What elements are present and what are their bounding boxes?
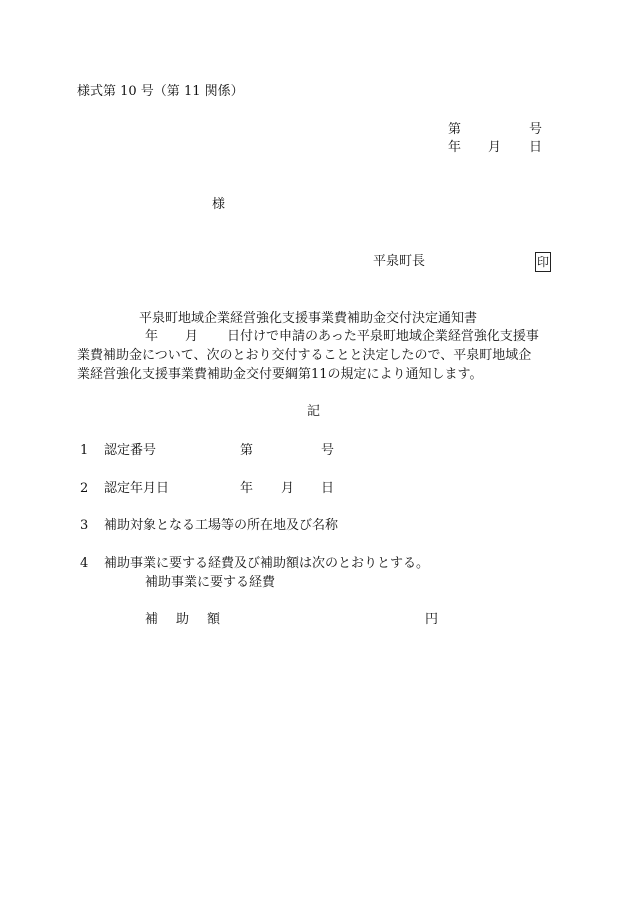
subsidy-char-1: 補 [145,612,159,627]
item-4-label: 補助事業に要する経費及び補助額は次のとおりとする。 [104,556,430,571]
body-month: 月 [185,329,199,344]
date-year: 年 [448,140,462,155]
item-1-number: 1 [80,443,89,458]
item-1-label: 認定番号 [104,443,157,458]
body-line2: 業費補助金について、次のとおり交付することと決定したので、平泉町地域企 [77,348,532,363]
form-number-header: 様式第 10 号（第 11 関係） [77,84,244,99]
item-3-number: 3 [80,518,89,533]
item-2-number: 2 [80,481,89,496]
item-1-prefix: 第 [240,443,254,458]
item-2-day: 日 [321,481,335,496]
body-year: 年 [145,329,159,344]
subsidy-char-2: 助 [176,612,190,627]
item-1-suffix: 号 [321,443,335,458]
subsidy-char-3: 額 [207,612,221,627]
ref-number-prefix: 第 [448,122,462,137]
ki-heading: 記 [307,404,321,419]
addressee-suffix: 様 [212,197,226,212]
document-title: 平泉町地域企業経営強化支援事業費補助金交付決定通知書 [139,311,478,326]
date-day: 日 [529,140,543,155]
seal-mark: 印 [535,252,551,272]
item-2-month: 月 [281,481,295,496]
body-line3: 業経営強化支援事業費補助金交付要綱第11の規定により通知します。 [77,367,483,382]
ref-number-suffix: 号 [529,122,543,137]
item-2-year: 年 [240,481,254,496]
body-line1: 日付けで申請のあった平泉町地域企業経営強化支援事 [227,329,539,344]
item-3-label: 補助対象となる工場等の所在地及び名称 [104,518,339,533]
subsidy-unit: 円 [425,612,439,627]
expense-label: 補助事業に要する経費 [145,575,276,590]
item-2-label: 認定年月日 [104,481,170,496]
item-4-number: 4 [80,556,89,571]
issuer-name: 平泉町長 [373,254,426,269]
date-month: 月 [488,140,502,155]
